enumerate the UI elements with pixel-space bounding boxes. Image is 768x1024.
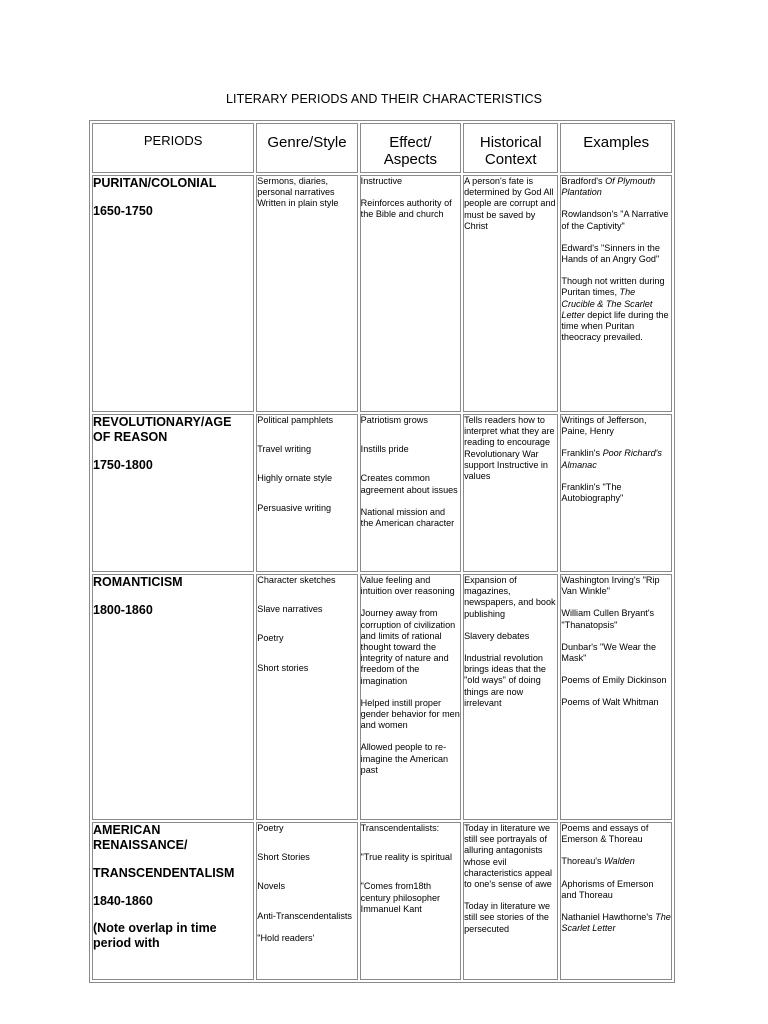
genre-item: Slave narratives — [257, 604, 323, 615]
period-dates: 1650-1750 — [93, 204, 153, 218]
effect-cell — [360, 574, 461, 820]
period-note: (Note overlap in time period with — [93, 921, 217, 950]
effect-cell — [360, 414, 461, 572]
header-genre: Genre/Style — [256, 123, 357, 173]
effect-item: "Comes from18th century philosopher Immanuel Kant — [360, 881, 441, 914]
effect-item: Instills pride — [360, 444, 409, 455]
example-item: Edward's "Sinners in the Hands of an Angry God" — [561, 242, 660, 265]
period-cell — [92, 822, 254, 980]
context-item: A person's fate is determined by God All people are corrupt and must be saved by Christ — [464, 176, 556, 231]
period-name: ROMANTICISM — [93, 575, 183, 589]
effect-item: Patriotism grows — [360, 415, 428, 425]
effect-cell — [360, 175, 461, 412]
period-cell — [92, 175, 254, 412]
period-dates: 1840-1860 — [93, 894, 153, 908]
period-cell — [92, 414, 254, 572]
genre-item: Short stories — [257, 662, 309, 673]
effect-item: Transcendentalists: — [360, 823, 440, 833]
example-item: Poems of Emily Dickinson — [561, 675, 667, 686]
context-item: Today in literature we still see stories of the persecuted — [464, 901, 551, 934]
genre-item: Character sketches — [257, 575, 336, 585]
effect-item: "True reality is spiritual — [360, 852, 452, 863]
period-cell — [92, 574, 254, 820]
genre-item: Poetry — [257, 823, 284, 833]
genre-cell — [256, 574, 357, 820]
header-effect: Effect/ Aspects — [360, 123, 461, 173]
context-item: Today in literature we still see portrayals of alluring antagonists whose evil characteristics appeal to one's sense of awe — [464, 823, 553, 890]
effect-item: Allowed people to re-imagine the American past — [360, 742, 449, 775]
genre-cell — [256, 414, 357, 572]
examples-cell — [560, 414, 672, 572]
example-item: Writings of Jefferson, Paine, Henry — [561, 415, 647, 437]
table-row — [92, 175, 672, 412]
period-name: REVOLUTIONARY/AGE OF REASON — [93, 415, 232, 444]
genre-cell — [256, 822, 357, 980]
example-item: Washington Irving's "Rip Van Winkle" — [561, 575, 660, 597]
literary-periods-table — [89, 120, 675, 983]
context-item: Tells readers how to interpret what they are reading to encourage Revolutionary War support Instructive in values — [464, 415, 555, 482]
example-item: Bradford's Of Plymouth Plantation — [561, 176, 656, 198]
effect-item: Helped instill proper gender behavior for men and women — [360, 697, 460, 731]
table-row — [92, 414, 672, 572]
header-row — [92, 123, 672, 173]
example-item: William Cullen Bryant's "Thanatopsis" — [561, 608, 655, 630]
header-periods: PERIODS — [92, 123, 254, 173]
header-context: Historical Context — [463, 123, 558, 173]
period-name: PURITAN/COLONIAL — [93, 176, 217, 190]
effect-item: Instructive — [360, 176, 403, 186]
genre-item: Sermons, diaries, personal narratives Written in plain style — [257, 176, 339, 209]
genre-item: Political pamphlets — [257, 415, 334, 425]
genre-item: Persuasive writing — [257, 502, 332, 513]
context-cell — [463, 175, 558, 412]
example-item: Thoreau's Walden — [561, 856, 635, 867]
period-dates: 1750-1800 — [93, 458, 153, 472]
examples-cell — [560, 175, 672, 412]
genre-item: "Hold readers' — [257, 932, 315, 943]
effect-item: National mission and the American character — [360, 506, 455, 529]
table-row — [92, 822, 672, 980]
document-title: LITERARY PERIODS AND THEIR CHARACTERISTICS — [225, 92, 543, 106]
example-item: Rowlandson's "A Narrative of the Captivity" — [561, 209, 669, 231]
period-dates: 1800-1860 — [93, 603, 153, 617]
genre-item: Short Stories — [257, 852, 310, 863]
context-item: Industrial revolution brings ideas that the "old ways" of doing things are now irrelevant — [464, 653, 546, 708]
example-item: Poems of Walt Whitman — [561, 697, 659, 708]
genre-item: Highly ornate style — [257, 473, 333, 484]
table-row — [92, 574, 672, 820]
example-item: Dunbar's "We Wear the Mask" — [561, 641, 657, 664]
example-item: Though not written during Puritan times, The Crucible & The Scarlet Letter depict life during the time when Puritan theocracy prevailed. — [561, 276, 669, 343]
example-item: Poems and essays of Emerson & Thoreau — [561, 823, 649, 845]
context-cell — [463, 574, 558, 820]
effect-item: Journey away from corruption of civilization and limits of rational thought toward the integrity of nature and freedom of the imagination — [360, 608, 456, 686]
context-cell — [463, 414, 558, 572]
effect-cell — [360, 822, 461, 980]
example-item: Franklin's Poor Richard's Almanac — [561, 448, 662, 470]
genre-item: Anti-Transcendentalists — [257, 910, 352, 921]
genre-item: Travel writing — [257, 444, 311, 455]
period-name: AMERICAN RENAISSANCE/ — [93, 823, 188, 852]
example-item: Nathaniel Hawthorne's The Scarlet Letter — [561, 912, 671, 934]
context-cell — [463, 822, 558, 980]
examples-cell — [560, 822, 672, 980]
effect-item: Reinforces authority of the Bible and church — [360, 198, 452, 220]
genre-cell — [256, 175, 357, 412]
examples-cell — [560, 574, 672, 820]
effect-item: Creates common agreement about issues — [360, 473, 458, 495]
period-subname: TRANSCENDENTALISM — [93, 866, 235, 880]
example-item: Franklin's "The Autobiography" — [561, 481, 624, 504]
effect-item: Value feeling and intuition over reasoning — [360, 575, 455, 597]
context-item: Slavery debates — [464, 630, 530, 641]
example-item: Aphorisms of Emerson and Thoreau — [561, 878, 654, 900]
genre-item: Novels — [257, 881, 286, 892]
genre-item: Poetry — [257, 633, 284, 644]
header-examples: Examples — [560, 123, 672, 173]
context-item: Expansion of magazines, newspapers, and book publishing — [464, 575, 556, 619]
